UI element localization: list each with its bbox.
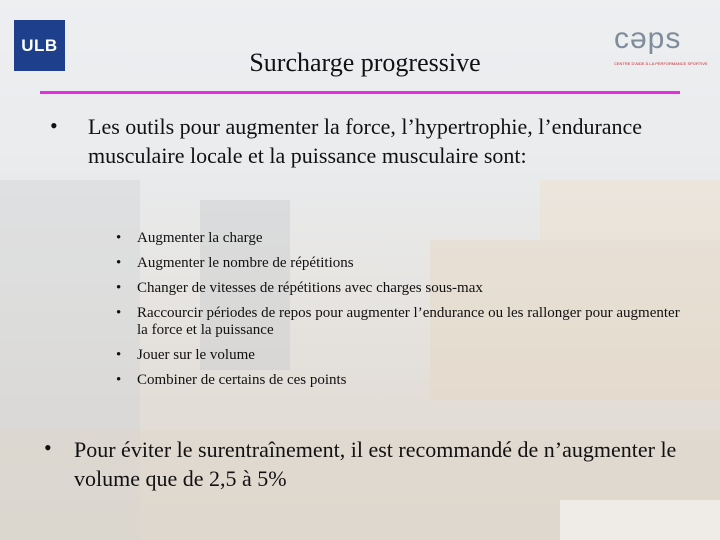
caps-logo-tagline: CENTRE D'AIDE À LA PERFORMANCE SPORTIVE: [614, 61, 708, 66]
list-item: • Combiner de certains de ces points: [116, 372, 686, 389]
list-item: • Jouer sur le volume: [116, 347, 686, 364]
bullet-marker: •: [50, 113, 58, 138]
list-item: • Augmenter le nombre de répétitions: [116, 255, 686, 272]
main-bullet-text: Les outils pour augmenter la force, l’hypertrophie, l’endurance musculaire locale et la puissance musculaire sont:: [88, 114, 643, 168]
bullet-marker: •: [44, 435, 52, 460]
title-underline: [40, 91, 680, 94]
second-bullet-text: Pour éviter le surentraînement, il est recommandé de n’augmenter le volume que de 2,5 à 5%: [74, 437, 677, 491]
ulb-logo-text: ULB: [21, 35, 58, 55]
list-item: • Raccourcir périodes de repos pour augmenter l’endurance ou les rallonger pour augmenter la force et la puissance: [116, 305, 686, 339]
list-item: • Changer de vitesses de répétitions avec charges sous-max: [116, 280, 686, 297]
list-item: • Augmenter la charge: [116, 230, 686, 247]
sub-bullet-list: [116, 230, 686, 397]
caps-logo: [614, 22, 708, 68]
caps-logo-word: cəps: [614, 22, 682, 55]
slide-title: Surcharge progressive: [249, 48, 481, 77]
